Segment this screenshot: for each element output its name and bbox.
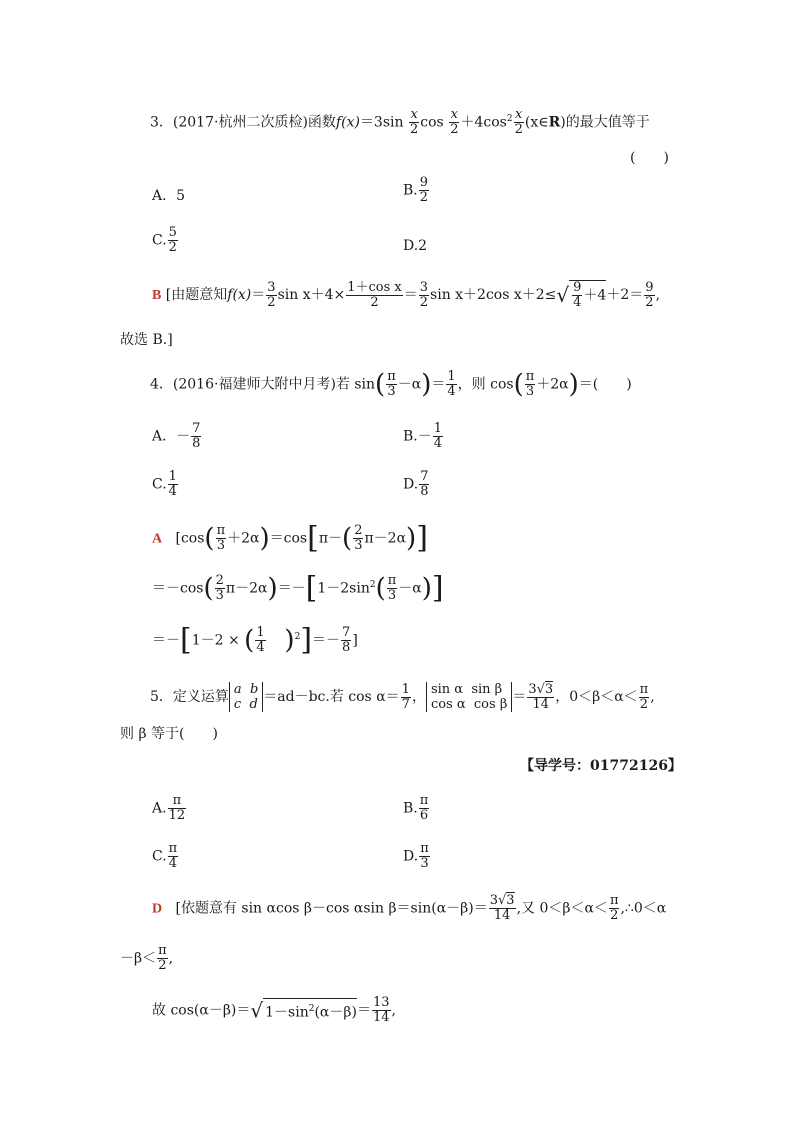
q3-option-a: A．5 bbox=[152, 188, 186, 204]
num: x bbox=[450, 107, 458, 122]
q3-optb-frac bbox=[419, 176, 429, 205]
num: π bbox=[419, 793, 429, 808]
num: 2 bbox=[354, 523, 363, 538]
num: 3√3 bbox=[489, 893, 515, 908]
q3-cos: cos bbox=[420, 114, 444, 131]
q3-stem-e: )的最大值等于 bbox=[560, 114, 650, 131]
sol-text: －β＜ bbox=[120, 950, 157, 967]
bracket-icon: ] bbox=[416, 520, 428, 556]
num: π bbox=[168, 841, 178, 856]
det-row bbox=[234, 697, 258, 712]
den: 3 bbox=[387, 588, 397, 603]
radicand: 3 bbox=[544, 681, 554, 697]
q3-sq: 2 bbox=[506, 113, 513, 124]
sol-text: sin x＋2cos x＋2≤ bbox=[430, 287, 557, 303]
q5-option-c bbox=[152, 842, 179, 871]
bracket-icon: [ bbox=[180, 622, 192, 658]
frac-pi3 bbox=[386, 370, 397, 399]
den: 2 bbox=[610, 908, 619, 923]
q4-stem bbox=[150, 370, 632, 399]
den: 2 bbox=[370, 294, 379, 310]
num: π bbox=[609, 893, 619, 908]
den: 4 bbox=[168, 856, 178, 871]
sol-text: π－2α bbox=[364, 530, 407, 547]
coef: 3 bbox=[528, 681, 537, 697]
frac-pi3 bbox=[216, 524, 227, 553]
sol-text: ,又 0＜β＜α＜ bbox=[516, 900, 608, 917]
sol-text: ＝－cos bbox=[152, 580, 204, 597]
sol-text: ＝ bbox=[251, 287, 266, 303]
opt-label: C. bbox=[152, 476, 167, 493]
den: 3 bbox=[354, 538, 363, 553]
sol-frac bbox=[266, 281, 276, 310]
frac-13-14 bbox=[372, 996, 391, 1025]
q5-text: ＝ad－bc.若 cos α＝ bbox=[263, 689, 400, 705]
num: x bbox=[515, 107, 523, 122]
q3-R: R bbox=[548, 114, 561, 131]
opt-label: A. bbox=[152, 800, 167, 817]
sol-text: , bbox=[168, 950, 174, 967]
frac-pi3 bbox=[525, 370, 536, 399]
den: 2 bbox=[645, 294, 654, 310]
sol-text: ＝－ bbox=[152, 632, 180, 649]
frac-pi2 bbox=[639, 683, 650, 712]
frac-pi2 bbox=[609, 894, 620, 923]
radical-icon: √ bbox=[556, 283, 570, 307]
num: 3 bbox=[267, 279, 276, 295]
det-cell: cos α bbox=[430, 697, 466, 712]
sol-text: ＝－ bbox=[312, 632, 341, 649]
sol-text: sin x＋4× bbox=[277, 287, 346, 303]
num: x bbox=[410, 107, 418, 122]
q5-optc-frac bbox=[168, 842, 179, 871]
num: 1 bbox=[401, 681, 410, 697]
opt-label: C. bbox=[152, 848, 167, 865]
q3-solution-end: 故选 B.] bbox=[120, 332, 173, 348]
q4-option-c bbox=[152, 470, 179, 499]
den: 14 bbox=[532, 696, 550, 712]
paren-icon: ) bbox=[421, 369, 432, 400]
num: 13 bbox=[372, 995, 390, 1010]
q5-solution-line1 bbox=[152, 894, 666, 923]
sol-text: [cos bbox=[175, 530, 205, 547]
radical-icon: √ bbox=[250, 998, 264, 1023]
q3-paren: ( ) bbox=[630, 150, 669, 166]
opt-label: D. bbox=[403, 476, 419, 493]
paren-icon: ( bbox=[204, 523, 215, 554]
sol-text: [依题意有 sin αcos β－cos αsin β＝sin(α－β)＝ bbox=[175, 900, 488, 917]
den: 8 bbox=[420, 484, 429, 499]
den: 2 bbox=[158, 958, 167, 973]
sol-text: π－2α bbox=[225, 580, 268, 597]
bracket-icon: [ bbox=[307, 520, 319, 556]
paren-icon: ) bbox=[284, 625, 295, 656]
den: 3 bbox=[525, 384, 535, 399]
radicand: 3 bbox=[506, 893, 515, 908]
q3-option-c bbox=[152, 226, 179, 255]
q5-text: 5．定义运算 bbox=[150, 689, 229, 705]
sol-text: ＝ bbox=[403, 287, 418, 303]
sol-frac bbox=[644, 281, 654, 310]
den: 2 bbox=[419, 190, 429, 205]
paren-icon: ) bbox=[421, 573, 432, 604]
q5-option-a bbox=[152, 794, 187, 823]
q3-stem bbox=[150, 108, 650, 137]
num: 7 bbox=[420, 469, 429, 484]
sol-text: , bbox=[655, 287, 661, 303]
q4-solution-line2 bbox=[152, 570, 444, 606]
num: π bbox=[525, 369, 535, 384]
sol-text: (α－β) bbox=[314, 1004, 357, 1021]
opt-label: A．－ bbox=[152, 428, 191, 445]
opt-label: B.－ bbox=[403, 428, 432, 445]
num: 1 bbox=[168, 469, 177, 484]
paren-icon: ) bbox=[568, 369, 579, 400]
den: 14 bbox=[493, 908, 511, 923]
bracket-icon: ] bbox=[431, 570, 444, 606]
sol-text: ＝ bbox=[356, 1002, 371, 1019]
num: 1 bbox=[256, 625, 265, 640]
den: 2 bbox=[409, 122, 419, 137]
sol-text: －α bbox=[398, 580, 422, 597]
den: 4 bbox=[433, 436, 443, 451]
num: 2 bbox=[215, 573, 224, 588]
q3-optc-frac bbox=[168, 226, 178, 255]
q4-text: ，则 cos bbox=[457, 376, 514, 393]
q5-optd-frac bbox=[419, 842, 430, 871]
opt-label: D. bbox=[403, 848, 419, 865]
q4-text: ＝ bbox=[431, 376, 446, 393]
paren-icon: ( bbox=[203, 573, 214, 604]
den: 2 bbox=[419, 294, 429, 310]
q5-answer: D bbox=[152, 901, 163, 917]
frac-pi3 bbox=[387, 574, 398, 603]
paren-icon: ( bbox=[342, 523, 353, 554]
q4-text: ＝( ) bbox=[578, 376, 632, 393]
frac-pi2 bbox=[157, 944, 168, 973]
det-cell: sin β bbox=[471, 682, 503, 697]
num: 9 bbox=[645, 279, 654, 295]
det-cell: sin α bbox=[430, 682, 464, 697]
frac-14 bbox=[446, 370, 456, 399]
q3-stem-c: ＋4cos bbox=[460, 114, 507, 131]
paren-icon: ) bbox=[259, 523, 270, 554]
paren-icon: ( bbox=[244, 625, 255, 656]
det-cell: d bbox=[249, 697, 258, 712]
q3-answer: B bbox=[152, 288, 162, 303]
num: π bbox=[387, 573, 397, 588]
num: 1 bbox=[447, 369, 456, 384]
sol-text: ＝cos bbox=[269, 530, 308, 547]
q3-solution bbox=[152, 280, 660, 310]
num: π bbox=[158, 943, 167, 958]
bracket-icon: ] bbox=[300, 622, 313, 658]
q3-option-b bbox=[403, 176, 430, 205]
opt-label: C. bbox=[152, 232, 167, 249]
q3-frac-x2b bbox=[449, 108, 459, 137]
q4-text: ＋2α bbox=[536, 376, 569, 393]
q5-solution-line3 bbox=[152, 996, 396, 1025]
num: π bbox=[387, 369, 396, 384]
det-cell: cos β bbox=[473, 697, 508, 712]
den: 3 bbox=[420, 856, 429, 871]
q3-frac-x2c bbox=[514, 108, 524, 137]
q5-det-abcd bbox=[229, 682, 263, 712]
frac-78 bbox=[341, 626, 351, 655]
q5-text: ＝ bbox=[512, 689, 527, 705]
num: π bbox=[216, 523, 226, 538]
q3-stem-b: ＝3sin bbox=[359, 114, 404, 131]
num: 9 bbox=[573, 280, 582, 295]
paren-icon: ( bbox=[375, 573, 386, 604]
q4-optb-frac bbox=[433, 422, 443, 451]
q4-answer: A bbox=[152, 531, 163, 547]
den: 8 bbox=[342, 640, 351, 655]
det-row bbox=[431, 682, 507, 697]
frac-23 bbox=[215, 574, 225, 603]
sol-text: [由题意知 bbox=[165, 287, 228, 303]
q5-option-d bbox=[403, 842, 431, 871]
q3-stem-text: 3．(2017·杭州二次质检)函数 bbox=[150, 114, 336, 131]
sol-text: 故 cos(α－β)＝ bbox=[152, 1002, 251, 1019]
num: 7 bbox=[192, 421, 201, 436]
q5-stem bbox=[150, 682, 655, 712]
den: 14 bbox=[372, 1010, 390, 1025]
den: 7 bbox=[401, 696, 410, 712]
den: 3 bbox=[216, 538, 225, 553]
q5-opta-frac bbox=[168, 794, 187, 823]
num: 1＋cos x bbox=[347, 279, 402, 295]
paren-icon: ( bbox=[375, 369, 386, 400]
guide-number: 【导学号：01772126】 bbox=[520, 758, 682, 774]
sol-text: ＋4 bbox=[583, 287, 607, 304]
sol-text: 1－sin bbox=[265, 1004, 309, 1021]
q4-option-d bbox=[403, 470, 430, 499]
den: 4 bbox=[256, 640, 265, 655]
frac-17 bbox=[401, 683, 411, 712]
q4-stem-text: 4．(2016·福建师大附中月考)若 sin bbox=[150, 376, 376, 393]
sol-sqrt bbox=[263, 998, 357, 1023]
paren-icon: ) bbox=[267, 573, 278, 604]
bracket-icon: [ bbox=[305, 570, 318, 606]
sol-text: 1－2 × bbox=[191, 632, 240, 649]
q3-sol-fx: f(x) bbox=[227, 287, 252, 303]
q4-solution-line3 bbox=[152, 622, 358, 658]
q5-stem-end: 则 β 等于( ) bbox=[120, 726, 218, 742]
sup: 2 bbox=[294, 631, 301, 642]
den: 2 bbox=[168, 240, 177, 255]
q4-opta-frac bbox=[191, 422, 201, 451]
sol-frac bbox=[346, 281, 403, 310]
q3-option-d: D.2 bbox=[403, 238, 428, 254]
den: 12 bbox=[168, 808, 186, 823]
q5-optb-frac bbox=[419, 794, 430, 823]
num: 3 bbox=[419, 279, 429, 295]
q5-det-trig bbox=[426, 682, 512, 712]
den: 2 bbox=[514, 122, 523, 137]
frac-3r3-14 bbox=[527, 683, 554, 712]
den: 3 bbox=[215, 588, 224, 603]
q3-fx: f(x) bbox=[335, 114, 360, 131]
det-row bbox=[431, 697, 507, 712]
num: 1 bbox=[433, 421, 443, 436]
sol-text: ,∴0＜α bbox=[620, 900, 667, 917]
det-row bbox=[234, 682, 258, 697]
q5-text: ，0＜β＜α＜ bbox=[555, 689, 638, 705]
den: 2 bbox=[639, 696, 649, 712]
sol-text: , bbox=[391, 1002, 396, 1019]
sup: 2 bbox=[369, 579, 376, 590]
den: 8 bbox=[192, 436, 201, 451]
q4-text: －α bbox=[397, 376, 422, 393]
q4-optc-frac bbox=[168, 470, 178, 499]
sol-text: ] bbox=[352, 632, 358, 649]
opt-label: B. bbox=[403, 800, 418, 817]
den: 2 bbox=[267, 294, 276, 310]
q4-option-a bbox=[152, 422, 202, 451]
frac-23 bbox=[353, 524, 363, 553]
sol-text: π－ bbox=[318, 530, 343, 547]
sup: 2 bbox=[308, 1004, 315, 1015]
paren-icon: ( bbox=[513, 369, 524, 400]
num: π bbox=[639, 681, 649, 697]
q4-optd-frac bbox=[419, 470, 429, 499]
det-cell: c bbox=[233, 697, 242, 712]
opt-label: B. bbox=[403, 182, 418, 199]
num: π bbox=[420, 841, 429, 856]
sol-frac bbox=[572, 281, 582, 310]
den: 3 bbox=[387, 384, 396, 399]
num: 7 bbox=[342, 625, 351, 640]
sol-text: ＋2α bbox=[227, 530, 260, 547]
q4-option-b bbox=[403, 422, 444, 451]
det-cell: a bbox=[233, 682, 242, 697]
q5-option-b bbox=[403, 794, 430, 823]
den: 4 bbox=[168, 484, 177, 499]
paren-icon: ) bbox=[406, 523, 417, 554]
sol-frac bbox=[419, 281, 429, 310]
den: 4 bbox=[573, 295, 582, 310]
den: 6 bbox=[419, 808, 429, 823]
q5-text: ， bbox=[411, 689, 426, 705]
det-cell: b bbox=[249, 682, 259, 697]
frac-3r3-14 bbox=[489, 894, 516, 923]
sol-text: 1－2sin bbox=[317, 580, 370, 597]
sol-text: ＝－ bbox=[277, 580, 306, 597]
frac-14 bbox=[255, 626, 265, 655]
num: 9 bbox=[419, 175, 429, 190]
q5-text: , bbox=[650, 689, 655, 705]
q3-stem-d: (x∈ bbox=[524, 114, 549, 131]
num: 5 bbox=[168, 225, 177, 240]
q3-frac-x2a bbox=[409, 108, 419, 137]
q5-solution-line2 bbox=[120, 944, 173, 973]
num: 3√3 bbox=[528, 681, 554, 697]
sol-text: ＋2＝ bbox=[606, 287, 644, 303]
q4-solution-line1 bbox=[152, 520, 428, 556]
num: π bbox=[168, 794, 187, 809]
coef: 3 bbox=[489, 893, 498, 908]
den: 2 bbox=[450, 122, 459, 137]
den: 4 bbox=[447, 384, 456, 399]
sol-sqrt bbox=[569, 280, 606, 310]
